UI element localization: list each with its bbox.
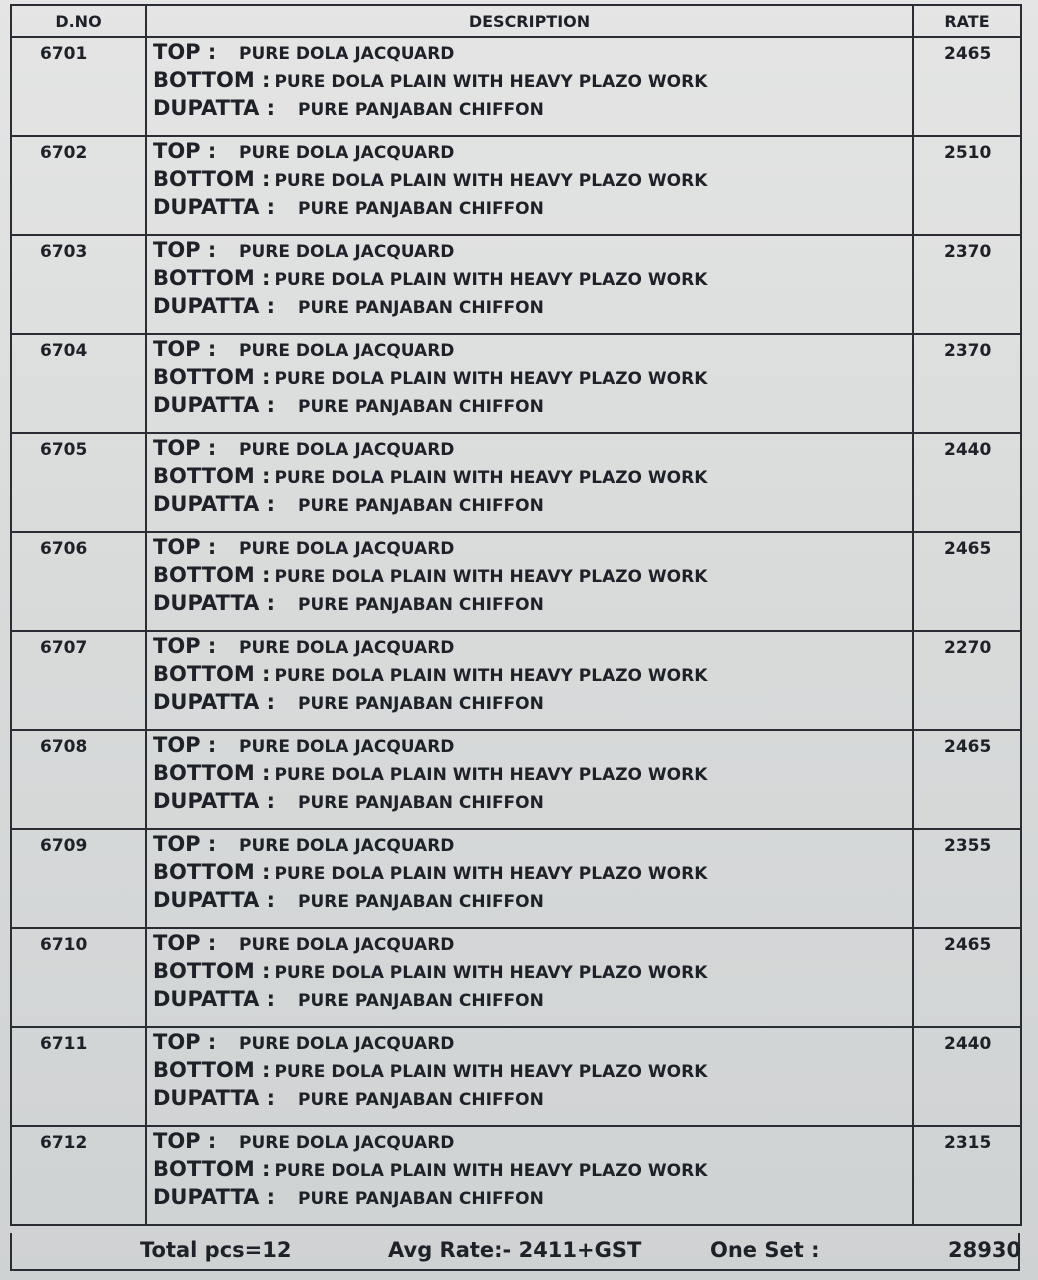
description-cell bbox=[146, 928, 913, 1027]
bottom-line bbox=[153, 266, 912, 294]
bottom-label: BOTTOM : bbox=[153, 761, 271, 785]
top-label: TOP : bbox=[153, 337, 217, 361]
top-line bbox=[153, 535, 912, 563]
dupatta-line bbox=[153, 690, 912, 718]
rate-table bbox=[10, 4, 1022, 1226]
top-label: TOP : bbox=[153, 139, 217, 163]
design-number: 6708 bbox=[11, 730, 146, 829]
rate-value: 2465 bbox=[913, 928, 1021, 1027]
bottom-label: BOTTOM : bbox=[153, 1157, 271, 1181]
top-line bbox=[153, 634, 912, 662]
dupatta-value: PURE PANJABAN CHIFFON bbox=[298, 397, 544, 417]
rate-value: 2440 bbox=[913, 433, 1021, 532]
bottom-value: PURE DOLA PLAIN WITH HEAVY PLAZO WORK bbox=[274, 864, 708, 884]
top-value: PURE DOLA JACQUARD bbox=[239, 539, 455, 559]
header-description: DESCRIPTION bbox=[146, 5, 913, 37]
top-label: TOP : bbox=[153, 1129, 217, 1153]
top-value: PURE DOLA JACQUARD bbox=[239, 836, 455, 856]
design-number: 6702 bbox=[11, 136, 146, 235]
top-line bbox=[153, 733, 912, 761]
header-dno: D.NO bbox=[11, 5, 146, 37]
bottom-line bbox=[153, 860, 912, 888]
dupatta-value: PURE PANJABAN CHIFFON bbox=[298, 199, 544, 219]
design-number: 6710 bbox=[11, 928, 146, 1027]
dupatta-line bbox=[153, 888, 912, 916]
top-label: TOP : bbox=[153, 40, 217, 64]
description-cell bbox=[146, 730, 913, 829]
table-row bbox=[11, 1027, 1021, 1126]
bottom-line bbox=[153, 761, 912, 789]
dupatta-line bbox=[153, 96, 912, 124]
bottom-value: PURE DOLA PLAIN WITH HEAVY PLAZO WORK bbox=[274, 171, 708, 191]
description-cell bbox=[146, 37, 913, 136]
table-row bbox=[11, 928, 1021, 1027]
dupatta-value: PURE PANJABAN CHIFFON bbox=[298, 991, 544, 1011]
top-line bbox=[153, 1030, 912, 1058]
top-line bbox=[153, 40, 912, 68]
dupatta-line bbox=[153, 294, 912, 322]
table-row bbox=[11, 631, 1021, 730]
top-label: TOP : bbox=[153, 733, 217, 757]
dupatta-label: DUPATTA : bbox=[153, 1086, 276, 1110]
rate-value: 2270 bbox=[913, 631, 1021, 730]
dupatta-label: DUPATTA : bbox=[153, 690, 276, 714]
bottom-line bbox=[153, 365, 912, 393]
bottom-line bbox=[153, 959, 912, 987]
top-label: TOP : bbox=[153, 1030, 217, 1054]
top-label: TOP : bbox=[153, 832, 217, 856]
bottom-line bbox=[153, 563, 912, 591]
table-row bbox=[11, 433, 1021, 532]
dupatta-label: DUPATTA : bbox=[153, 987, 276, 1011]
bottom-label: BOTTOM : bbox=[153, 68, 271, 92]
dupatta-value: PURE PANJABAN CHIFFON bbox=[298, 793, 544, 813]
bottom-label: BOTTOM : bbox=[153, 266, 271, 290]
description-cell bbox=[146, 136, 913, 235]
top-line bbox=[153, 832, 912, 860]
table-row bbox=[11, 532, 1021, 631]
top-label: TOP : bbox=[153, 634, 217, 658]
bottom-line bbox=[153, 1157, 912, 1185]
table-row bbox=[11, 730, 1021, 829]
bottom-label: BOTTOM : bbox=[153, 167, 271, 191]
dupatta-line bbox=[153, 1185, 912, 1213]
bottom-label: BOTTOM : bbox=[153, 860, 271, 884]
top-line bbox=[153, 931, 912, 959]
design-number: 6701 bbox=[11, 37, 146, 136]
design-number: 6703 bbox=[11, 235, 146, 334]
top-line bbox=[153, 139, 912, 167]
table-header-row bbox=[11, 5, 1021, 37]
bottom-value: PURE DOLA PLAIN WITH HEAVY PLAZO WORK bbox=[274, 765, 708, 785]
top-line bbox=[153, 1129, 912, 1157]
top-value: PURE DOLA JACQUARD bbox=[239, 341, 455, 361]
description-cell bbox=[146, 532, 913, 631]
dupatta-label: DUPATTA : bbox=[153, 591, 276, 615]
dupatta-value: PURE PANJABAN CHIFFON bbox=[298, 496, 544, 516]
top-value: PURE DOLA JACQUARD bbox=[239, 440, 455, 460]
description-cell bbox=[146, 631, 913, 730]
rate-value: 2510 bbox=[913, 136, 1021, 235]
dupatta-line bbox=[153, 789, 912, 817]
table-body bbox=[11, 37, 1021, 1225]
design-number: 6704 bbox=[11, 334, 146, 433]
table-row bbox=[11, 829, 1021, 928]
bottom-value: PURE DOLA PLAIN WITH HEAVY PLAZO WORK bbox=[274, 270, 708, 290]
top-value: PURE DOLA JACQUARD bbox=[239, 44, 455, 64]
header-rate: RATE bbox=[913, 5, 1021, 37]
top-label: TOP : bbox=[153, 238, 217, 262]
bottom-value: PURE DOLA PLAIN WITH HEAVY PLAZO WORK bbox=[274, 963, 708, 983]
dupatta-value: PURE PANJABAN CHIFFON bbox=[298, 100, 544, 120]
bottom-label: BOTTOM : bbox=[153, 563, 271, 587]
bottom-label: BOTTOM : bbox=[153, 1058, 271, 1082]
top-line bbox=[153, 436, 912, 464]
table-row bbox=[11, 37, 1021, 136]
top-line bbox=[153, 238, 912, 266]
table-row bbox=[11, 1126, 1021, 1225]
top-label: TOP : bbox=[153, 931, 217, 955]
top-value: PURE DOLA JACQUARD bbox=[239, 935, 455, 955]
dupatta-value: PURE PANJABAN CHIFFON bbox=[298, 298, 544, 318]
bottom-value: PURE DOLA PLAIN WITH HEAVY PLAZO WORK bbox=[274, 468, 708, 488]
design-number: 6707 bbox=[11, 631, 146, 730]
design-number: 6711 bbox=[11, 1027, 146, 1126]
rate-value: 2355 bbox=[913, 829, 1021, 928]
dupatta-label: DUPATTA : bbox=[153, 96, 276, 120]
dupatta-line bbox=[153, 987, 912, 1015]
dupatta-label: DUPATTA : bbox=[153, 789, 276, 813]
table-row bbox=[11, 235, 1021, 334]
bottom-value: PURE DOLA PLAIN WITH HEAVY PLAZO WORK bbox=[274, 1161, 708, 1181]
rate-value: 2370 bbox=[913, 334, 1021, 433]
dupatta-line bbox=[153, 195, 912, 223]
bottom-line bbox=[153, 1058, 912, 1086]
dupatta-value: PURE PANJABAN CHIFFON bbox=[298, 595, 544, 615]
design-number: 6706 bbox=[11, 532, 146, 631]
dupatta-line bbox=[153, 1086, 912, 1114]
dupatta-value: PURE PANJABAN CHIFFON bbox=[298, 1090, 544, 1110]
bottom-line bbox=[153, 68, 912, 96]
description-cell bbox=[146, 235, 913, 334]
bottom-value: PURE DOLA PLAIN WITH HEAVY PLAZO WORK bbox=[274, 369, 708, 389]
top-label: TOP : bbox=[153, 535, 217, 559]
rate-value: 2440 bbox=[913, 1027, 1021, 1126]
top-label: TOP : bbox=[153, 436, 217, 460]
rate-value: 2315 bbox=[913, 1126, 1021, 1225]
bottom-line bbox=[153, 662, 912, 690]
dupatta-line bbox=[153, 393, 912, 421]
summary-footer bbox=[10, 1233, 1020, 1271]
top-value: PURE DOLA JACQUARD bbox=[239, 1034, 455, 1054]
dupatta-label: DUPATTA : bbox=[153, 195, 276, 219]
bottom-label: BOTTOM : bbox=[153, 464, 271, 488]
total-pieces: Total pcs=12 bbox=[140, 1238, 292, 1262]
dupatta-line bbox=[153, 591, 912, 619]
bottom-line bbox=[153, 167, 912, 195]
bottom-value: PURE DOLA PLAIN WITH HEAVY PLAZO WORK bbox=[274, 72, 708, 92]
one-set-label: One Set : bbox=[710, 1238, 820, 1262]
table-row bbox=[11, 334, 1021, 433]
dupatta-label: DUPATTA : bbox=[153, 294, 276, 318]
top-line bbox=[153, 337, 912, 365]
top-value: PURE DOLA JACQUARD bbox=[239, 143, 455, 163]
dupatta-value: PURE PANJABAN CHIFFON bbox=[298, 1189, 544, 1209]
top-value: PURE DOLA JACQUARD bbox=[239, 638, 455, 658]
dupatta-label: DUPATTA : bbox=[153, 1185, 276, 1209]
description-cell bbox=[146, 1027, 913, 1126]
rate-value: 2465 bbox=[913, 37, 1021, 136]
dupatta-label: DUPATTA : bbox=[153, 492, 276, 516]
top-value: PURE DOLA JACQUARD bbox=[239, 737, 455, 757]
description-cell bbox=[146, 829, 913, 928]
bottom-value: PURE DOLA PLAIN WITH HEAVY PLAZO WORK bbox=[274, 1062, 708, 1082]
average-rate: Avg Rate:- 2411+GST bbox=[388, 1238, 642, 1262]
bottom-value: PURE DOLA PLAIN WITH HEAVY PLAZO WORK bbox=[274, 666, 708, 686]
design-number: 6705 bbox=[11, 433, 146, 532]
bottom-label: BOTTOM : bbox=[153, 365, 271, 389]
description-cell bbox=[146, 334, 913, 433]
dupatta-value: PURE PANJABAN CHIFFON bbox=[298, 694, 544, 714]
bottom-line bbox=[153, 464, 912, 492]
dupatta-label: DUPATTA : bbox=[153, 393, 276, 417]
design-number: 6709 bbox=[11, 829, 146, 928]
rate-value: 2465 bbox=[913, 730, 1021, 829]
rate-value: 2465 bbox=[913, 532, 1021, 631]
rate-value: 2370 bbox=[913, 235, 1021, 334]
top-value: PURE DOLA JACQUARD bbox=[239, 1133, 455, 1153]
design-number: 6712 bbox=[11, 1126, 146, 1225]
bottom-label: BOTTOM : bbox=[153, 959, 271, 983]
table-row bbox=[11, 136, 1021, 235]
one-set-value: 28930 bbox=[948, 1238, 1022, 1262]
bottom-label: BOTTOM : bbox=[153, 662, 271, 686]
dupatta-value: PURE PANJABAN CHIFFON bbox=[298, 892, 544, 912]
top-value: PURE DOLA JACQUARD bbox=[239, 242, 455, 262]
description-cell bbox=[146, 433, 913, 532]
dupatta-label: DUPATTA : bbox=[153, 888, 276, 912]
dupatta-line bbox=[153, 492, 912, 520]
bottom-value: PURE DOLA PLAIN WITH HEAVY PLAZO WORK bbox=[274, 567, 708, 587]
description-cell bbox=[146, 1126, 913, 1225]
